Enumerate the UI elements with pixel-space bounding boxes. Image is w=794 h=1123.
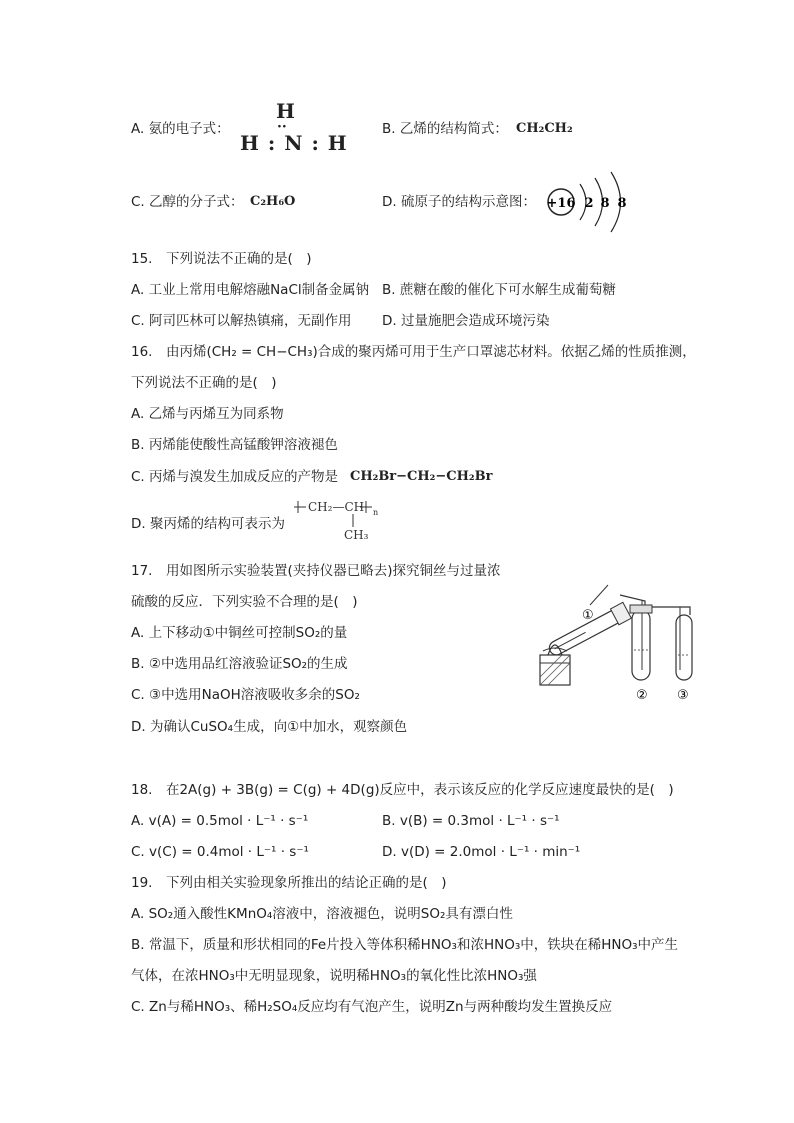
q17-option-d: D. 为确认CuSO₄生成，向①中加水，观察颜色 (131, 719, 408, 735)
q19-option-c: C. Zn与稀HNO₃、稀H₂SO₄反应均有气泡产生，说明Zn与两种酸均发生置换反应 (131, 999, 613, 1015)
label-3: ③ (677, 688, 689, 703)
q18-stem: 18. 在2A(g) + 3B(g) = C(g) + 4D(g)反应中，表示该反应的化学反应速度最快的是( ) (131, 782, 674, 798)
label-1: ① (582, 608, 594, 623)
q17-option-c: C. ③中选用NaOH溶液吸收多余的SO₂ (131, 687, 360, 703)
q19-option-b-line2: 气体，在浓HNO₃中无明显现象，说明稀HNO₃的氧化性比浓HNO₃强 (131, 968, 537, 984)
q18-option-a: A. v(A) = 0.5mol · L⁻¹ · s⁻¹ (131, 813, 309, 829)
q14-option-b-label: B. 乙烯的结构简式： (382, 121, 508, 137)
polymer-methyl: CH₃ (344, 528, 369, 542)
polymer-n: n (373, 508, 379, 517)
q19-option-b-line1: B. 常温下，质量和形状相同的Fe片投入等体积稀HNO₃和浓HNO₃中，铁块在稀HNO₃中产生 (131, 937, 679, 953)
copper-wire (590, 585, 608, 605)
shell-electrons-3: 8 (617, 196, 627, 211)
q16-option-c-text: C. 丙烯与溴发生加成反应的产物是 (131, 469, 339, 485)
q19-option-a: A. SO₂通入酸性KMnO₄溶液中，溶液褪色，说明SO₂具有漂白性 (131, 906, 513, 922)
polymer-main-chain: CH₂—CH (308, 500, 365, 514)
q19-stem: 19. 下列由相关实验现象所推出的结论正确的是( ) (131, 875, 447, 891)
q18-option-d: D. v(D) = 2.0mol · L⁻¹ · min⁻¹ (382, 844, 581, 860)
q15-option-b: B. 蔗糖在酸的催化下可水解生成葡萄糖 (382, 282, 616, 298)
apparatus-figure (530, 575, 710, 705)
q16-stem-line2: 下列说法不正确的是( ) (131, 375, 277, 391)
q17-stem-line1: 17. 用如图所示实验装置(夹持仪器已略去)探究铜丝与过量浓 (131, 563, 501, 579)
q17-stem-line2: 硫酸的反应．下列实验不合理的是( ) (131, 594, 358, 610)
q18-option-c: C. v(C) = 0.4mol · L⁻¹ · s⁻¹ (131, 844, 309, 860)
q15-option-a: A. 工业上常用电解熔融NaCl制备金属钠 (131, 282, 370, 298)
q14-option-a-label: A. 氨的电子式： (131, 121, 230, 137)
q15-stem: 15. 下列说法不正确的是( ) (131, 251, 312, 267)
q18-option-b: B. v(B) = 0.3mol · L⁻¹ · s⁻¹ (382, 813, 560, 829)
sulfur-atom-diagram (542, 170, 642, 234)
q17-option-a: A. 上下移动①中铜丝可控制SO₂的量 (131, 625, 348, 641)
q16-option-d-text: D. 聚丙烯的结构可表示为 (131, 516, 285, 532)
lewis-top-h: H (276, 99, 295, 123)
q14-option-d-label: D. 硫原子的结构示意图： (382, 194, 536, 210)
label-2: ② (636, 688, 648, 703)
q16-stem-line1: 16. 由丙烯(CH₂ = CH−CH₃)合成的聚丙烯可用于生产口罩滤芯材料。依据乙烯的性质推测， (131, 344, 696, 360)
shell-electrons-1: 2 (584, 196, 594, 211)
lewis-row: H : N : H (240, 131, 348, 155)
q16-option-a: A. 乙烯与丙烯互为同系物 (131, 406, 284, 422)
test-tube-3 (676, 615, 692, 680)
ethanol-formula: C₂H₆O (250, 194, 296, 209)
shell-electrons-2: 8 (600, 196, 610, 211)
test-tube-2 (632, 610, 650, 680)
q16-option-b: B. 丙烯能使酸性高锰酸钾溶液褪色 (131, 437, 338, 453)
dibromopropane-formula: CH₂Br−CH₂−CH₂Br (350, 469, 493, 484)
stopper-2 (630, 605, 652, 613)
stand-hatch-1 (540, 655, 570, 685)
ethylene-formula: CH₂CH₂ (516, 121, 573, 136)
nucleus-charge: +16 (546, 196, 576, 211)
q17-option-b: B. ②中选用品红溶液验证SO₂的生成 (131, 656, 348, 672)
q15-option-c: C. 阿司匹林可以解热镇痛，无副作用 (131, 313, 352, 329)
lewis-dots: ·· (277, 119, 287, 135)
q15-option-d: D. 过量施肥会造成环境污染 (382, 313, 550, 329)
q14-option-c-label: C. 乙醇的分子式： (131, 194, 244, 210)
